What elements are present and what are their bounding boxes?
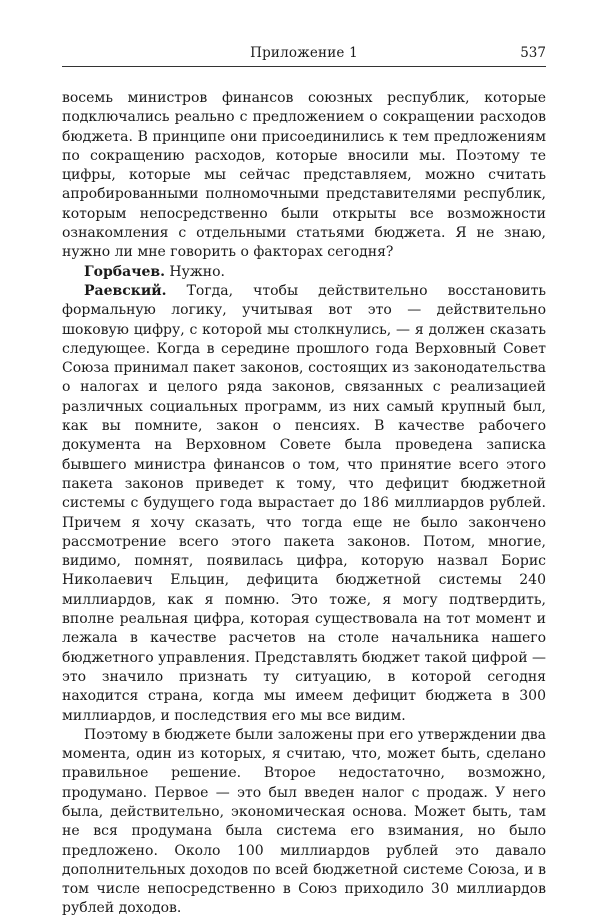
paragraph-continuation — [62, 89, 546, 263]
paragraph-gorbachev — [62, 263, 546, 282]
paragraph-text: Тогда, чтобы действительно восстановить формальную логику, учитывая вот это — действительно шоковую цифру, с которой мы столкнулись, — я должен сказать следующее. Когда в середине прошлого года Верховный Совет Союза принимал пакет законов, состоящих из законодательства о налогах и целого ряда законов, связанных с реализацией различных социальных программ, из них самый крупный был, как вы помните, закон о пенсиях. В качестве рабочего документа на Верховном Совете была проведена записка бывшего министра финансов о том, что принятие всего этого пакета законов приведет к тому, что дефицит бюджетной системы с будущего года вырастает до 186 миллиардов рублей. Причем я хочу сказать, что тогда еще не было закончено рассмотрение всего этого пакета законов. Потом, многие, видимо, помнят, появилась цифра, которую назвал Борис Николаевич Ельцин, дефицита бюджетной системы 240 миллиардов, как я помню. Это тоже, я могу подтвердить, вполне реальная цифра, которая существовала на тот момент и лежала в качестве расчетов на столе начальника нашего бюджетного управления. Представлять бюджет такой цифрой — это значило признать ту ситуацию, в которой сегодня находится страна, когда мы имеем дефицит бюджета в 300 миллиардов, и последствия его мы все видим. — [62, 282, 546, 724]
paragraph-raevsky — [62, 282, 546, 726]
header-title: Приложение 1 — [250, 45, 358, 61]
speaker-name: Раевский. — [84, 282, 167, 299]
page-number: 537 — [520, 45, 546, 61]
paragraph-text: Нужно. — [164, 263, 225, 280]
speaker-name: Горбачев. — [84, 263, 165, 280]
paragraph-text: восемь министров финансов союзных республик, которые подключались реально с предложением о сокращении расходов бюджета. В принципе они присоединились к тем предложениям по сокращению расходов, которые вносили мы. Поэтому те цифры, которые мы сейчас представляем, можно считать апробированными полномочными представителями республик, которым непосредственно были открыты все возможности ознакомления с отдельными статьями бюджета. Я не знаю, нужно ли мне говорить о факторах сегодня? — [62, 90, 546, 261]
paragraph-text: Поэтому в бюджете были заложены при его утверждении два момента, один из которых, я считаю, что, может быть, сделано правильное решение. Второе недостаточно, возможно, продумано. Первое — это был введен налог с продаж. У него была, действительно, экономическая основа. Может быть, там не вся продумана была система его взимания, но было предложено. Около 100 миллиардов рублей это давало дополнительных доходов по всей бюджетной системе Союза, и в том числе непосредственно в Союз приходило 30 миллиардов рублей доходов. — [62, 726, 546, 917]
body-text — [62, 89, 546, 919]
running-header — [62, 44, 546, 66]
header-divider — [62, 66, 546, 67]
